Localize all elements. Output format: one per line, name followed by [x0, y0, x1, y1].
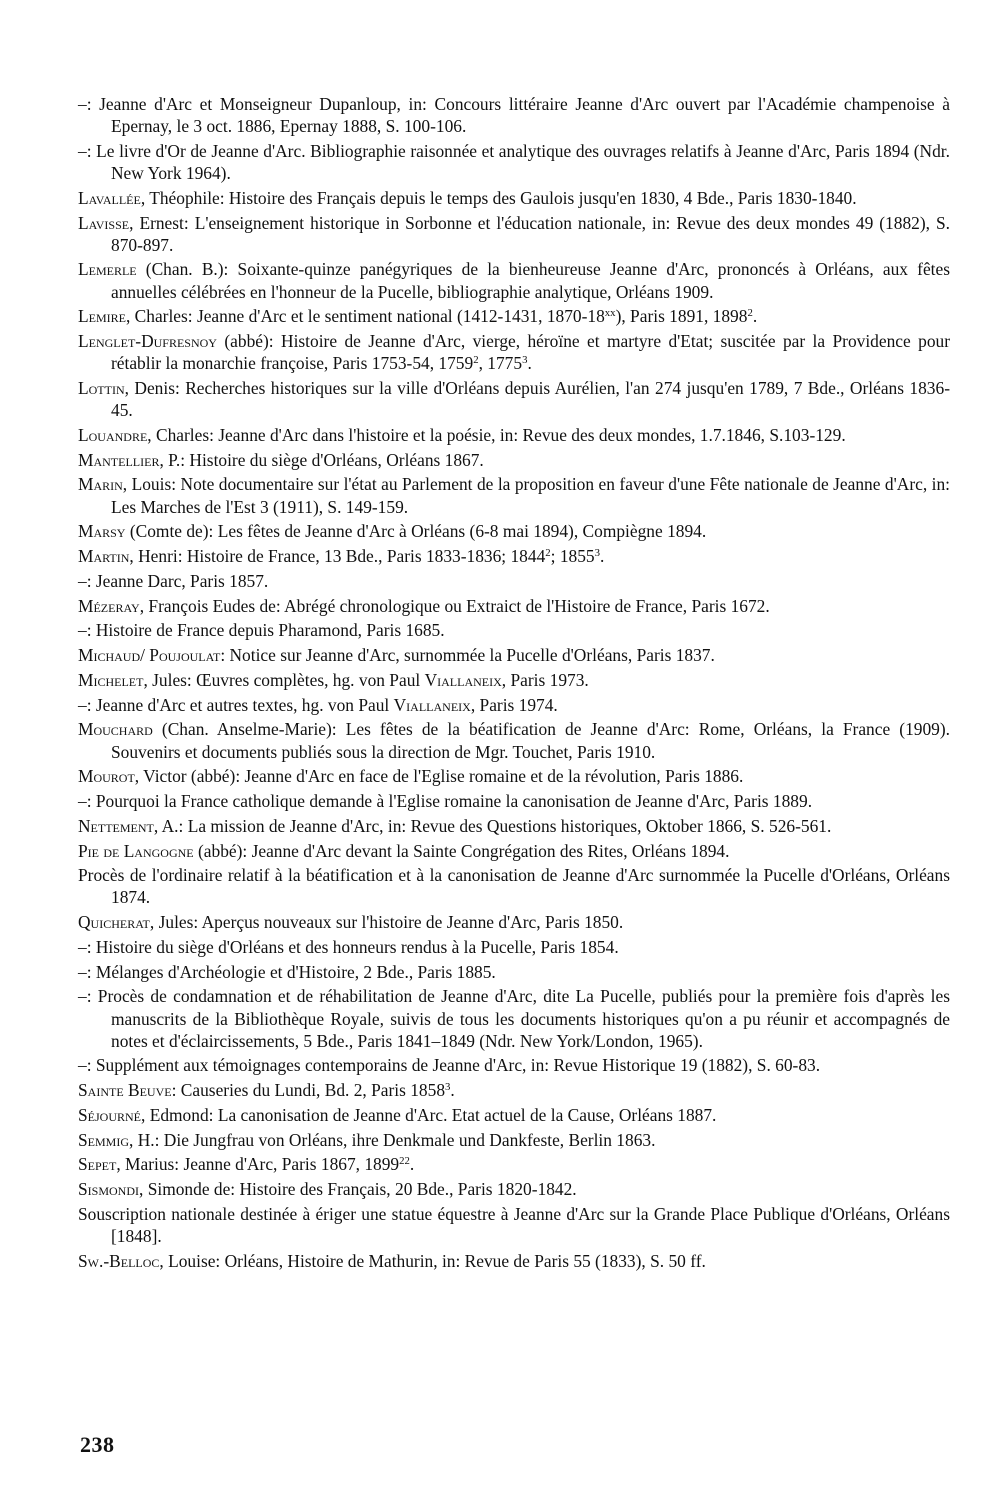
bibliography-entry: [78, 330, 950, 374]
entry-text: (Chan. Anselme-Marie): Les fêtes de la béatification de Jeanne d'Arc: Rome, Orléans, la France (1909). Souvenirs et documents publiés sous la direction de Mgr. Touchet, Paris 1910.: [111, 719, 950, 762]
entry-text: –: Procès de condamnation et de réhabilitation de Jeanne d'Arc, dite La Pucelle, publiés pour la première fois d'après les manuscrits de la Bibliothèque Royale, suivis de tous les documents historiques qu'on a pu réunir et accompagnés de notes et d'éclaircissements, 5 Bde., Paris 1841–1849 (Ndr. New York/London, 1965).: [78, 986, 950, 1051]
entry-text: , Jules: Œuvres complètes, hg. von Paul: [143, 669, 425, 690]
entry-text: (abbé): Histoire de Jeanne d'Arc, vierge, héroïne et martyre d'Etat; suscitée par la Providence pour rétablir la monarchie françoise, Paris 1753-54, 1759: [111, 331, 950, 374]
entry-text: .: [409, 1154, 415, 1175]
entry-text: , Denis: Recherches historiques sur la ville d'Orléans depuis Aurélien, l'an 274 jusqu'en 1789, 7 Bde., Orléans 1836-45.: [111, 378, 950, 421]
bibliography-entry: [78, 911, 950, 933]
entry-author: Sepet: [78, 1154, 117, 1175]
bibliography-entry: [78, 1250, 950, 1272]
bibliography-list: [78, 93, 950, 1275]
bibliography-entry: [78, 449, 950, 471]
entry-text: –: Histoire de France depuis Pharamond, Paris 1685.: [78, 620, 445, 641]
entry-text: , Louise: Orléans, Histoire de Mathurin, in: Revue de Paris 55 (1833), S. 50 ff.: [159, 1250, 706, 1271]
entry-author: Pie de Langogne: [78, 840, 194, 861]
bibliography-entry: [78, 1129, 950, 1151]
entry-author: Michelet: [78, 669, 144, 690]
entry-text: , Marius: Jeanne d'Arc, Paris 1867, 1899: [116, 1154, 400, 1175]
entry-author: Semmig: [78, 1129, 130, 1150]
entry-superscript: 3: [594, 547, 601, 560]
entry-text: , Charles: Jeanne d'Arc dans l'histoire et la poésie, in: Revue des deux mondes, 1.7.1846, S.103-129.: [147, 424, 846, 445]
bibliography-entry: [78, 619, 950, 641]
entry-author: Mouchard: [78, 719, 153, 740]
entry-author: Lemerle: [78, 259, 137, 280]
entry-text: –: Le livre d'Or de Jeanne d'Arc. Bibliographie raisonnée et analytique des ouvrages relatifs à Jeanne d'Arc, Paris 1894 (Ndr. New York 1964).: [78, 140, 950, 184]
entry-text: .: [600, 546, 605, 567]
entry-text: (Chan. B.): Soixante-quinze panégyriques de la bienheureuse Jeanne d'Arc, prononcés à Orléans, aux fêtes annuelles célébrées en l'honneur de la Pucelle, bibliographie analytique, Orléans 1909.: [111, 259, 950, 302]
bibliography-entry: [78, 1079, 950, 1101]
entry-author: Sainte Beuve: [78, 1080, 172, 1101]
entry-text: : Notice sur Jeanne d'Arc, surnommée la Pucelle d'Orléans, Paris 1837.: [220, 645, 715, 666]
entry-author: Mourot: [78, 766, 135, 787]
bibliography-entry: [78, 258, 950, 302]
entry-superscript: 2: [545, 547, 551, 560]
entry-author: Lavallée: [78, 187, 141, 208]
entry-superscript: 2: [747, 307, 753, 320]
bibliography-entry: [78, 864, 950, 908]
entry-author: Martin: [78, 546, 130, 567]
entry-author: Marin: [78, 474, 123, 495]
entry-text: , François Eudes de: Abrégé chronologique ou Extraict de l'Histoire de France, Paris 1672.: [139, 595, 770, 616]
entry-text: , Charles: Jeanne d'Arc et le sentiment national (1412-1431, 1870-18: [125, 306, 605, 327]
entry-author: Séjourné: [78, 1104, 142, 1125]
entry-author: Mézeray: [78, 595, 140, 616]
entry-text: .: [527, 353, 532, 374]
entry-text: –: Jeanne d'Arc et Monseigneur Dupanloup, in: Concours littéraire Jeanne d'Arc ouvert par l'Académie champenoise à Epernay, le 3 oct. 1886, Epernay 1888, S. 100-106.: [78, 94, 950, 137]
entry-author: Nettement: [78, 815, 154, 836]
entry-text: , H.: Die Jungfrau von Orléans, ihre Denkmale und Dankfeste, Berlin 1863.: [129, 1129, 656, 1150]
entry-author: Marsy: [78, 521, 126, 542]
bibliography-entry: [78, 765, 950, 787]
entry-author: Lenglet-Dufresnoy: [78, 331, 217, 352]
entry-text: –: Mélanges d'Archéologie et d'Histoire, 2 Bde., Paris 1885.: [78, 961, 496, 982]
bibliography-entry: [78, 815, 950, 837]
bibliography-entry: [78, 212, 950, 256]
entry-text: .: [752, 306, 758, 327]
page-number: 238: [80, 1432, 115, 1457]
entry-text: , 1775: [478, 353, 523, 374]
entry-editor-name: Viallaneix: [424, 669, 502, 690]
bibliography-entry: [78, 718, 950, 762]
entry-author: Louandre: [78, 424, 148, 445]
entry-text: , Jules: Aperçus nouveaux sur l'histoire de Jeanne d'Arc, Paris 1850.: [149, 912, 624, 933]
entry-text: –: Jeanne Darc, Paris 1857.: [78, 570, 269, 591]
entry-text: , Henri: Histoire de France, 13 Bde., Paris 1833-1836; 1844: [129, 546, 546, 567]
entry-superscript: 3: [445, 1081, 451, 1094]
entry-editor-name: Viallaneix: [393, 694, 471, 715]
bibliography-entry: [78, 473, 950, 517]
bibliography-entry: [78, 694, 950, 716]
bibliography-entry: [78, 595, 950, 617]
entry-superscript: xx: [604, 307, 616, 320]
entry-text: , P.: Histoire du siège d'Orléans, Orléans 1867.: [159, 449, 484, 470]
entry-text: –: Pourquoi la France catholique demande à l'Eglise romaine la canonisation de Jeanne d'Arc, Paris 1889.: [78, 791, 813, 811]
entry-author: Mantellier: [78, 449, 160, 470]
bibliography-entry: [78, 644, 950, 666]
entry-text: , Théophile: Histoire des Français depuis le temps des Gaulois jusqu'en 1830, 4 Bde., Paris 1830-1840.: [140, 187, 857, 208]
entry-text: Souscription nationale destinée à ériger une statue équestre à Jeanne d'Arc sur la Grande Place Publique d'Orléans, Orléans [1848].: [78, 1203, 950, 1247]
entry-text: (Comte de): Les fêtes de Jeanne d'Arc à Orléans (6-8 mai 1894), Compiègne 1894.: [125, 521, 707, 542]
bibliography-entry: [78, 93, 950, 137]
bibliography-entry: [78, 140, 950, 184]
entry-text: : Causeries du Lundi, Bd. 2, Paris 1858: [171, 1080, 446, 1101]
bibliography-entry: [78, 187, 950, 209]
bibliography-entry: [78, 669, 950, 691]
entry-text: , A.: La mission de Jeanne d'Arc, in: Revue des Questions historiques, Oktober 1866, S. 526-561.: [153, 815, 832, 836]
bibliography-entry: [78, 961, 950, 983]
entry-author: Sw.-Belloc: [78, 1250, 160, 1271]
entry-text: , Paris 1973.: [501, 669, 589, 690]
entry-text: .: [450, 1080, 455, 1101]
entry-text: –: Jeanne d'Arc et autres textes, hg. von Paul: [78, 694, 394, 715]
entry-text: , Simonde de: Histoire des Français, 20 Bde., Paris 1820-1842.: [139, 1179, 577, 1200]
entry-text: , Victor (abbé): Jeanne d'Arc en face de l'Eglise romaine et de la révolution, Paris 1886.: [134, 766, 744, 787]
entry-superscript: 2: [473, 354, 479, 367]
entry-text: ; 1855: [550, 546, 595, 567]
entry-text: , Ernest: L'enseignement historique in Sorbonne et l'éducation nationale, in: Revue des deux mondes 49 (1882), S. 870-897.: [111, 212, 950, 255]
bibliography-entry: [78, 936, 950, 958]
bibliography-entry: [78, 1178, 950, 1200]
entry-text: (abbé): Jeanne d'Arc devant la Sainte Congrégation des Rites, Orléans 1894.: [193, 840, 730, 861]
entry-author: Sismondi: [78, 1179, 140, 1200]
bibliography-entry: [78, 545, 950, 567]
entry-author: Quicherat: [78, 912, 150, 933]
entry-text: , Edmond: La canonisation de Jeanne d'Arc. Etat actuel de la Cause, Orléans 1887.: [141, 1104, 717, 1125]
entry-text: Procès de l'ordinaire relatif à la béatification et à la canonisation de Jeanne d'Arc surnommée la Pucelle d'Orléans, Orléans 1874.: [78, 865, 950, 908]
bibliography-entry: [78, 1153, 950, 1175]
entry-author: Michaud/ Poujoulat: [78, 645, 221, 666]
bibliography-entry: [78, 570, 950, 592]
bibliography-entry: [78, 424, 950, 446]
bibliography-entry: [78, 985, 950, 1051]
bibliography-entry: [78, 305, 950, 327]
entry-superscript: 3: [522, 354, 528, 367]
entry-author: Lottin: [78, 378, 125, 399]
bibliography-entry: [78, 840, 950, 862]
entry-text: , Louis: Note documentaire sur l'état au Parlement de la proposition en faveur d'une Fête nationale de Jeanne d'Arc, in: Les Marches de l'Est 3 (1911), S. 149-159.: [111, 474, 950, 517]
entry-author: Lavisse: [78, 212, 130, 233]
entry-author: Lemire: [78, 306, 126, 327]
entry-superscript: 22: [399, 1155, 410, 1168]
entry-text: –: Histoire du siège d'Orléans et des honneurs rendus à la Pucelle, Paris 1854.: [78, 936, 619, 957]
entry-text: ), Paris 1891, 1898: [615, 306, 748, 327]
entry-text: , Paris 1974.: [470, 694, 558, 715]
bibliography-entry: [78, 1054, 950, 1076]
bibliography-entry: [78, 1104, 950, 1126]
bibliography-entry: [78, 1203, 950, 1247]
bibliography-entry: [78, 377, 950, 421]
entry-text: –: Supplément aux témoignages contemporains de Jeanne d'Arc, in: Revue Historique 19 (1882), S. 60-83.: [78, 1055, 821, 1076]
bibliography-entry: [78, 520, 950, 542]
bibliography-entry: [78, 790, 950, 812]
